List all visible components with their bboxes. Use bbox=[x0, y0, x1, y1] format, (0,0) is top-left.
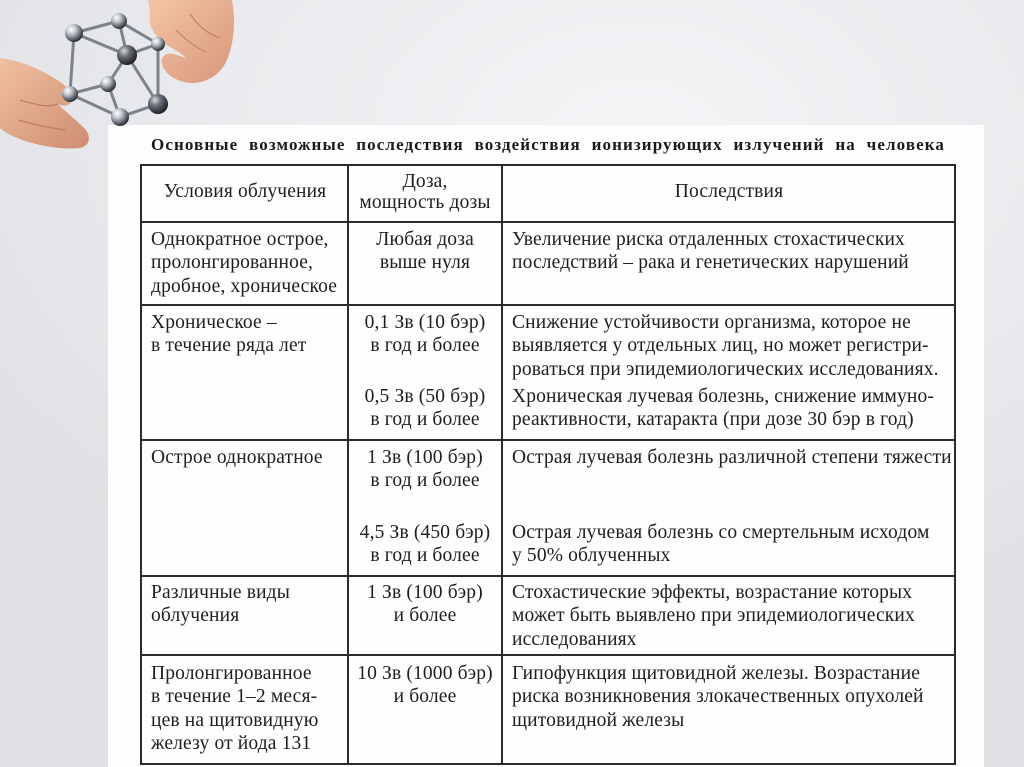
row3-consequence-line: у 50% облученных bbox=[512, 545, 671, 566]
row5-dose bbox=[349, 662, 501, 709]
atom-sphere bbox=[117, 45, 137, 65]
row3-consequences-b bbox=[512, 521, 954, 568]
row2-consequence-line: реактивности, катаракта (при дозе 30 бэр в год) bbox=[512, 409, 914, 430]
row5-consequence-line: щитовидной железы bbox=[512, 709, 685, 731]
row2-consequence-line: роваться при эпидемиологических исследованиях. bbox=[512, 358, 939, 380]
atom-sphere bbox=[65, 24, 83, 42]
row4-conditions-line: облучения bbox=[151, 605, 240, 626]
hand-left bbox=[0, 58, 89, 149]
row4-dose-line: 1 Зв (100 бэр) bbox=[367, 581, 483, 603]
row5-conditions-line: Пролонгированное bbox=[151, 662, 312, 684]
table-row-divider bbox=[141, 304, 956, 306]
header-consequences-label: Последствия bbox=[674, 180, 784, 202]
atom-sphere bbox=[148, 94, 168, 114]
row1-dose-line: выше нуля bbox=[379, 252, 471, 273]
atom-sphere bbox=[151, 37, 165, 51]
row5-conditions bbox=[151, 662, 347, 756]
row4-conditions-line: Различные виды bbox=[151, 581, 291, 603]
row4-consequence-line: Стохастические эффекты, возрастание которых bbox=[512, 581, 913, 603]
row4-dose-line: и более bbox=[393, 605, 457, 626]
row2-dose-line: в год и более bbox=[370, 409, 480, 430]
row5-dose-line: и более bbox=[393, 686, 457, 707]
row2-consequence-line: Снижение устойчивости организма, которое не bbox=[512, 311, 911, 333]
header-conditions-label: Условия облучения bbox=[163, 180, 327, 202]
table-header-consequences bbox=[503, 180, 955, 204]
row2-consequence-line: Хроническая лучевая болезнь, снижение иммуно- bbox=[512, 385, 935, 407]
header-dose-line: мощность дозы bbox=[359, 192, 491, 213]
row3-consequences-a bbox=[512, 446, 954, 470]
row2-dose-b bbox=[349, 385, 501, 432]
row2-dose-a bbox=[349, 311, 501, 358]
atom-sphere bbox=[62, 86, 78, 102]
row3-consequence-line: Острая лучевая болезнь со смертельным исходом bbox=[512, 521, 930, 543]
row1-dose bbox=[349, 228, 501, 275]
row5-conditions-line: железу от йода 131 bbox=[151, 733, 312, 754]
header-dose-line: Доза, bbox=[402, 171, 448, 192]
row2-dose-line: 0,5 Зв (50 бэр) bbox=[364, 385, 486, 407]
atom-bond bbox=[70, 33, 74, 94]
row3-conditions bbox=[151, 446, 347, 470]
table-header-dose bbox=[349, 171, 501, 213]
table-col-divider bbox=[501, 164, 503, 765]
row4-consequence-line: исследованиях bbox=[512, 628, 637, 650]
row1-dose-line: Любая доза bbox=[376, 228, 474, 250]
table-border-bottom bbox=[141, 763, 956, 765]
row1-consequences bbox=[512, 228, 954, 275]
row3-dose-line: 4,5 Зв (450 бэр) bbox=[359, 521, 491, 543]
row3-conditions-line: Острое однократное bbox=[151, 446, 323, 468]
atom-sphere bbox=[100, 76, 116, 92]
atom-sphere bbox=[111, 108, 129, 126]
row5-dose-line: 10 Зв (1000 бэр) bbox=[357, 662, 493, 684]
row4-dose bbox=[349, 581, 501, 628]
row2-consequences-a bbox=[512, 311, 954, 382]
row5-conditions-line: цев на щитовидную bbox=[151, 709, 319, 731]
row1-consequence-line: Увеличение риска отдаленных стохастических bbox=[512, 228, 905, 250]
row1-conditions-line: Однократное острое, bbox=[151, 228, 329, 250]
row2-dose-line: 0,1 Зв (10 бэр) bbox=[364, 311, 486, 333]
table-row-divider bbox=[141, 439, 956, 441]
row3-dose-line: в год и более bbox=[370, 545, 480, 566]
row2-consequences-b bbox=[512, 385, 954, 432]
row1-conditions-line: дробное, хроническое bbox=[151, 275, 338, 297]
row3-dose-a bbox=[349, 446, 501, 493]
row5-consequence-line: риска возникновения злокачественных опухолей bbox=[512, 686, 924, 707]
slide-title: Основные возможные последствия воздействия ионизирующих излучений на человека bbox=[151, 135, 945, 154]
table-border-left bbox=[140, 164, 142, 765]
table-header-conditions bbox=[142, 180, 348, 204]
row4-conditions bbox=[151, 581, 347, 628]
row4-consequence-line: может быть выявлено при эпидемиологических bbox=[512, 605, 915, 626]
row3-dose-b bbox=[349, 521, 501, 568]
row2-consequence-line: выявляется у отдельных лиц, но может регистри- bbox=[512, 335, 929, 356]
row1-conditions bbox=[151, 228, 347, 299]
row5-consequences bbox=[512, 662, 954, 733]
row3-dose-line: 1 Зв (100 бэр) bbox=[367, 446, 483, 468]
table-header-divider bbox=[141, 221, 956, 223]
table-row-divider bbox=[141, 654, 956, 656]
row3-dose-line: в год и более bbox=[370, 470, 480, 491]
table-border-right bbox=[954, 164, 956, 765]
table-border-top bbox=[141, 164, 956, 166]
table-row-divider bbox=[141, 575, 956, 577]
row2-dose-line: в год и более bbox=[370, 335, 480, 356]
row4-consequences bbox=[512, 581, 954, 652]
row5-conditions-line: в течение 1–2 меся- bbox=[151, 686, 318, 707]
row1-conditions-line: пролонгированное, bbox=[151, 252, 314, 273]
row2-conditions bbox=[151, 311, 347, 358]
row5-consequence-line: Гипофункция щитовидной железы. Возрастание bbox=[512, 662, 921, 684]
row2-conditions-line: Хроническое – bbox=[151, 311, 277, 333]
atom-sphere bbox=[111, 13, 127, 29]
row2-conditions-line: в течение ряда лет bbox=[151, 335, 307, 356]
row1-consequence-line: последствий – рака и генетических нарушений bbox=[512, 252, 909, 273]
row3-consequence-line: Острая лучевая болезнь различной степени тяжести bbox=[512, 446, 952, 468]
